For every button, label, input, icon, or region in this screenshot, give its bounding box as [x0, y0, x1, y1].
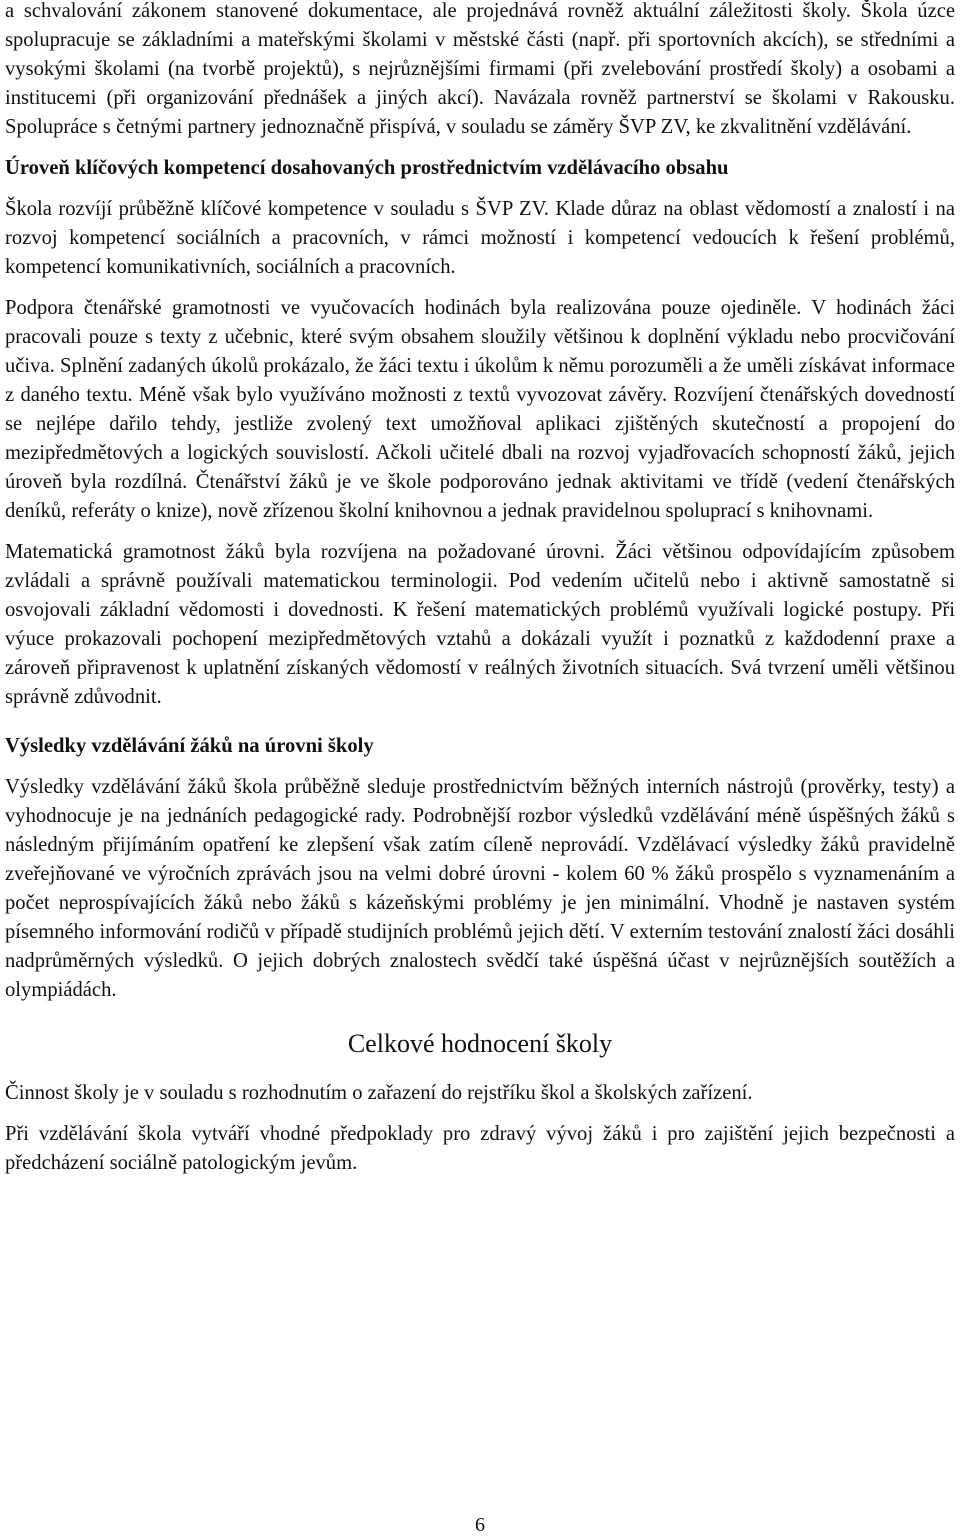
intro-paragraph: a schvalování zákonem stanovené dokumentace, ale projednává rovněž aktuální záležitosti školy. Škola úzce spolupracuje se základními a mateřskými školami v městské části (např. při sportovních akcích), se středními a vysokými školami (na tvorbě projektů), s nejrůznějšími firmami (při zvelebování prostředí školy) a osobami a institucemi (při organizování přednášek a jiných akcí). Navázala rovněž partnerství se školami v Rakousku. Spolupráce s četnými partnery jednoznačně přispívá, v souladu se záměry ŠVP ZV, ke zkvalitnění vzdělávání.: [5, 0, 955, 138]
reading-literacy-paragraph: Podpora čtenářské gramotnosti ve vyučovacích hodinách byla realizována pouze ojediněle. V hodinách žáci pracovali pouze s texty z učebnic, které svým obsahem sloužily většinou k doplnění výkladu nebo procvičování učiva. Splnění zadaných úkolů prokázalo, že žáci textu i úkolům k němu porozuměli a že uměli získávat informace z daného textu. Méně však bylo využíváno možnosti z textů vyvozovat závěry. Rozvíjení čtenářských dovedností se nejlépe dařilo tehdy, jestliže zvolený text umožňoval aplikaci zjištěných skutečností a propojení do mezipředmětových a logických souvislostí. Ačkoli učitelé dbali na rozvoj vyjadřovacích schopností žáků, jejich úroveň byla rozdílná. Čtenářství žáků je ve škole podporováno jednak aktivitami ve třídě (vedení čtenářských deníků, referáty o knize), nově zřízenou školní knihovnou a jednak pravidelnou spoluprací s knihovnami.: [5, 297, 955, 522]
competences-heading: Úroveň klíčových kompetencí dosahovaných prostřednictvím vzdělávacího obsahu: [5, 157, 729, 179]
overall-heading: Celkové hodnocení školy: [347, 1029, 613, 1058]
overall-paragraph-2: Při vzdělávání škola vytváří vhodné předpoklady pro zdravý vývoj žáků i pro zajištění jejich bezpečnosti a předcházení sociálně patologickým jevům.: [5, 1123, 955, 1174]
results-heading: Výsledky vzdělávání žáků na úrovni školy: [5, 735, 374, 757]
document-page: [5, 0, 955, 1178]
math-literacy-paragraph: Matematická gramotnost žáků byla rozvíjena na požadované úrovni. Žáci většinou odpovídajícím způsobem zvládali a správně používali matematickou terminologii. Pod vedením učitelů nebo i aktivně samostatně si osvojovali základní vědomosti i dovednosti. K řešení matematických problémů využívali logické postupy. Při výuce prokazovali pochopení mezipředmětových vztahů a dokázali využít i poznatků z každodenní praxe a zároveň připravenost k uplatnění získaných vědomostí v reálných životních situacích. Svá tvrzení uměli většinou správně zdůvodnit.: [5, 541, 955, 708]
results-paragraph: Výsledky vzdělávání žáků škola průběžně sleduje prostřednictvím běžných interních nástrojů (prověrky, testy) a vyhodnocuje je na jednáních pedagogické rady. Podrobnější rozbor výsledků vzdělávání méně úspěšných žáků s následným přijímáním opatření ke zlepšení však zatím cíleně neprovádí. Vzdělávací výsledky žáků pravidelně zveřejňované ve výročních zprávách jsou na velmi dobré úrovni - kolem 60 % žáků prospělo s vyznamenáním a počet neprospívajících žáků nebo žáků s kázeňskými problémy je jen minimální. Vhodně je nastaven systém písemného informování rodičů v případě studijních problémů jejich dětí. V externím testování znalostí žáci dosáhli nadprůměrných výsledků. O jejich dobrých znalostech svědčí také úspěšná účast v nejrůznějších soutěžích a olympiádách.: [5, 776, 955, 1001]
competences-paragraph-1: Škola rozvíjí průběžně klíčové kompetence v souladu s ŠVP ZV. Klade důraz na oblast vědomostí a znalostí i na rozvoj kompetencí sociálních a pracovních, v rámci možností i kompetencí vedoucích k řešení problémů, kompetencí komunikativních, sociálních a pracovních.: [5, 198, 955, 278]
overall-paragraph-1: Činnost školy je v souladu s rozhodnutím o zařazení do rejstříku škol a školských zařízení.: [5, 1082, 753, 1104]
page-number: 6: [475, 1514, 485, 1536]
